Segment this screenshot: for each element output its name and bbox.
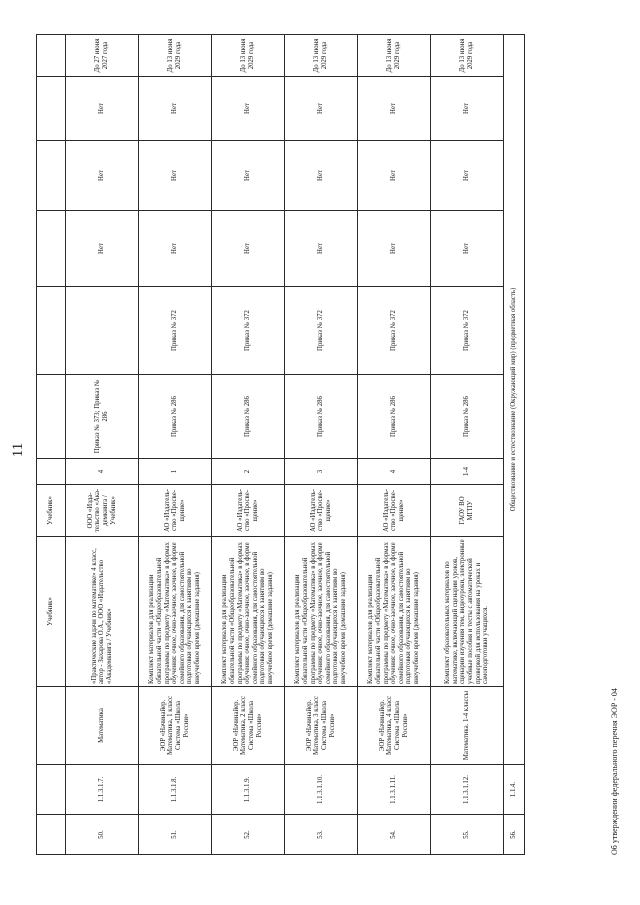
row-flag-3: Нет [66, 77, 139, 141]
header-cell [37, 287, 66, 375]
row-deadline: До 13 июня 2029 года [358, 35, 431, 77]
row-description: Комплект материалов для реализации обязательной части «Общеобразовательной программы по предмету «Математика» в формах обучения: очное, очно-заочное, заочное, в форме семейного образования, для самостоятельной подготовки обучающихся к занятиям во внеучебное время (домашние задания) [358, 537, 431, 687]
section-title: Обществознание и естествознание (Окружающий мир) (предметная область) [504, 35, 525, 765]
row-flag-3: Нет [431, 77, 504, 141]
table-row [212, 35, 285, 855]
row-grade: 2 [212, 459, 285, 485]
header-cell [37, 35, 66, 77]
row-code: 1.1.3.1.12. [431, 765, 504, 815]
row-deadline: До 13 июня 2029 года [139, 35, 212, 77]
row-flag-3: Нет [285, 77, 358, 141]
row-order-2: Приказ № 372 [285, 287, 358, 375]
row-subject: ЭОР «Начинайер. Математика, 4 класс Система «Школа России» [358, 687, 431, 765]
table-header-row [37, 35, 66, 855]
resources-table [36, 34, 525, 855]
row-code: 1.1.3.1.11. [358, 765, 431, 815]
row-number: 55. [431, 815, 504, 855]
row-number: 50. [66, 815, 139, 855]
row-deadline: До 13 июня 2029 года [285, 35, 358, 77]
header-cell [37, 459, 66, 485]
row-flag-2: Нет [358, 141, 431, 211]
row-publisher: АО «Издательство «Просвещение» [212, 485, 285, 537]
row-number: 53. [285, 815, 358, 855]
row-flag-3: Нет [139, 77, 212, 141]
row-deadline: До 13 июня 2029 года [431, 35, 504, 77]
row-publisher: АО «Издательство «Просвещение» [285, 485, 358, 537]
header-cell [37, 141, 66, 211]
row-description: Комплект материалов для реализации обязательной части «Общеобразовательной программы по предмету «Математика» в формах обучения: очное, очно-заочное, заочное, в форме семейного образования, для самостоятельной подготовки обучающихся к занятиям во внеучебное время (домашние задания) [212, 537, 285, 687]
header-cell [37, 77, 66, 141]
row-publisher: АО «Издательство «Просвещение» [139, 485, 212, 537]
row-publisher: ГАОУ ВО МГПУ [431, 485, 504, 537]
row-publisher: АО «Издательство «Просвещение» [358, 485, 431, 537]
row-order-2: Приказ № 372 [212, 287, 285, 375]
table-row [285, 35, 358, 855]
row-grade: 4 [358, 459, 431, 485]
row-order-1: Приказ № 286 [212, 375, 285, 459]
row-order-2: Приказ № 372 [358, 287, 431, 375]
row-description: Комплект образовательных материалов по математике, включающий сценарии уроков, сценарии изучения тем, видеоуроки, электронные учебные пособия и тесты с автоматической проверкой для использования на уроках и самоподготовки учащихся. [431, 537, 504, 687]
header-cell [37, 765, 66, 815]
row-grade: 4 [66, 459, 139, 485]
table-row [139, 35, 212, 855]
row-flag-2: Нет [212, 141, 285, 211]
row-flag-1: Нет [139, 211, 212, 287]
footer-note: Об утверждении федерального перечня ЭОР - 04 [610, 688, 619, 855]
table-row [358, 35, 431, 855]
row-order-1: Приказ № 286 [431, 375, 504, 459]
row-order-2 [66, 287, 139, 375]
row-order-2: Приказ № 372 [139, 287, 212, 375]
row-flag-1: Нет [285, 211, 358, 287]
row-description: «Практические задачи по математике» 4 класс, автор - Захарова О.А., ООО «Издательство «Академкнига / Учебник» [66, 537, 139, 687]
row-flag-1: Нет [431, 211, 504, 287]
row-flag-1: Нет [358, 211, 431, 287]
header-cell [37, 687, 66, 765]
row-flag-3: Нет [212, 77, 285, 141]
row-subject: ЭОР «Начинайер. Математика, 3 класс Система «Школа России» [285, 687, 358, 765]
row-grade: 1 [139, 459, 212, 485]
row-flag-2: Нет [431, 141, 504, 211]
row-subject: Математика [66, 687, 139, 765]
row-description: Комплект материалов для реализации обязательной части «Общеобразовательной программы по предмету «Математика» в формах обучения: очное, очно-заочное, заочное, в форме семейного образования, для самостоятельной подготовки обучающихся к занятиям во внеучебное время (домашние задания) [285, 537, 358, 687]
row-order-1: Приказ № 286 [358, 375, 431, 459]
row-flag-3: Нет [358, 77, 431, 141]
row-code: 1.1.3.1.10. [285, 765, 358, 815]
row-description: Комплект материалов для реализации обязательной части «Общеобразовательной программы по предмету «Математика» в формах обучения: очное, очно-заочное, заочное, в форме семейного образования, для самостоятельной подготовки обучающихся к занятиям во внеучебное время (домашние задания) [139, 537, 212, 687]
section-number: 56. [504, 815, 525, 855]
row-code: 1.1.3.1.9. [212, 765, 285, 815]
row-subject: ЭОР «Начинайер. Математика, 1 класс Система «Школа России» [139, 687, 212, 765]
row-number: 52. [212, 815, 285, 855]
row-flag-2: Нет [285, 141, 358, 211]
row-grade: 1-4 [431, 459, 504, 485]
row-order-1: Приказ № 286 [139, 375, 212, 459]
row-order-1: Приказ № 286 [285, 375, 358, 459]
page-number: 11 [10, 442, 26, 458]
row-flag-1: Нет [212, 211, 285, 287]
section-code: 1.1.4. [504, 765, 525, 815]
table-row [66, 35, 139, 855]
row-order-1: Приказ № 373; Приказ № 286 [66, 375, 139, 459]
header-cell [37, 375, 66, 459]
header-cell-publisher: Учебник» [37, 485, 66, 537]
row-code: 1.1.3.1.8. [139, 765, 212, 815]
row-flag-2: Нет [139, 141, 212, 211]
row-publisher: ООО «Издательство «Академкнига / Учебник» [66, 485, 139, 537]
row-number: 54. [358, 815, 431, 855]
row-subject: Математика. 1-4 классы [431, 687, 504, 765]
header-cell [37, 211, 66, 287]
row-deadline: До 27 июня 2027 года [66, 35, 139, 77]
row-order-2: Приказ № 372 [431, 287, 504, 375]
row-code: 1.1.3.1.7. [66, 765, 139, 815]
row-number: 51. [139, 815, 212, 855]
row-grade: 3 [285, 459, 358, 485]
row-subject: ЭОР «Начинайер. Математика, 2 класс Система «Школа России» [212, 687, 285, 765]
section-row [504, 35, 525, 855]
table-row [431, 35, 504, 855]
row-flag-1: Нет [66, 211, 139, 287]
header-cell-description: Учебник» [37, 537, 66, 687]
row-deadline: До 13 июня 2029 года [212, 35, 285, 77]
row-flag-2: Нет [66, 141, 139, 211]
header-cell [37, 815, 66, 855]
